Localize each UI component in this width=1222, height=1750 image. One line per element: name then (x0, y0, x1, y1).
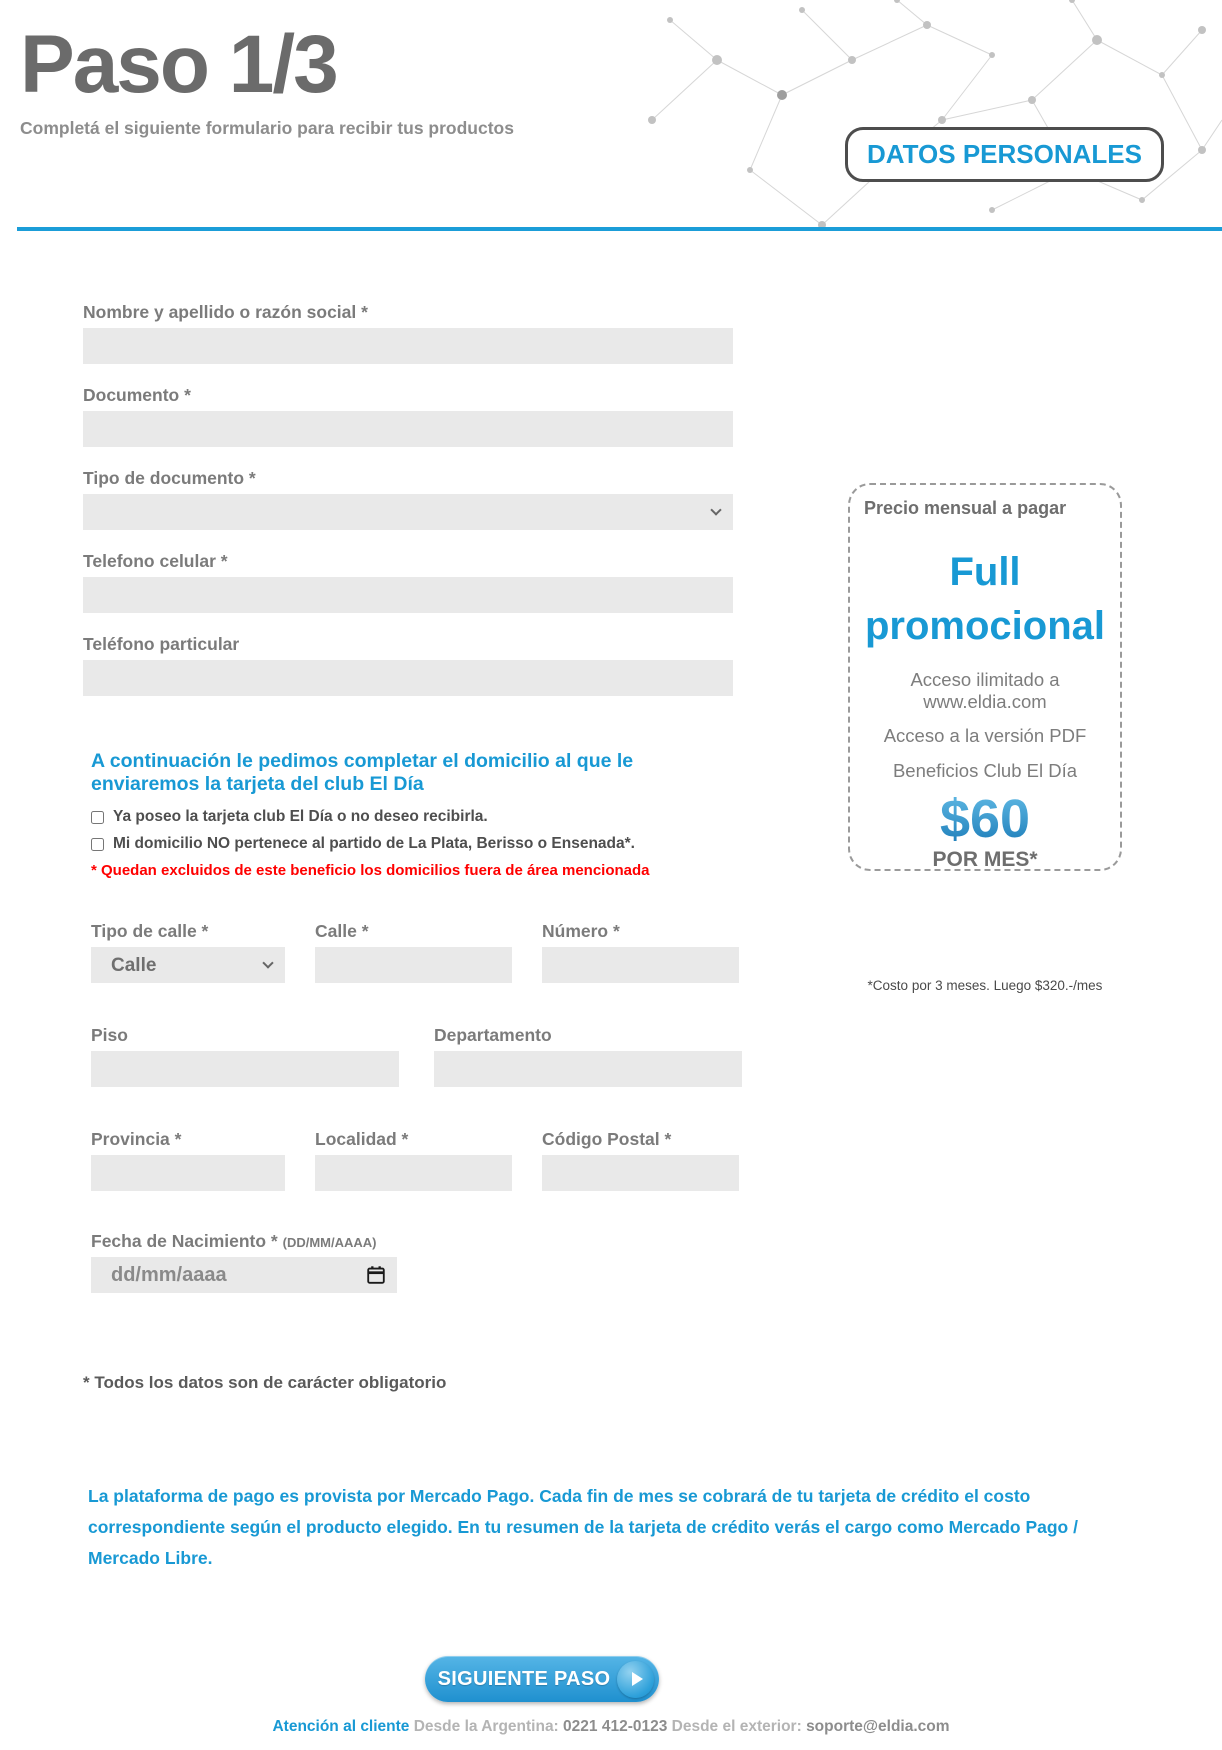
price-footnote: *Costo por 3 meses. Luego $320.-/mes (867, 978, 1103, 993)
field-nombre (83, 302, 733, 364)
siguiente-paso-label: SIGUIENTE PASO (437, 1667, 611, 1690)
page-title: Paso 1/3 (20, 19, 337, 110)
tipo-documento-label: Tipo de documento * (83, 468, 256, 488)
exclusion-warning: * Quedan excluidos de este beneficio los domicilios fuera de área mencionada (91, 862, 650, 879)
footer-phone: 0221 412-0123 (563, 1718, 668, 1736)
page-subtitle: Completá el siguiente formulario para recibir tus productos (20, 118, 514, 138)
provincia-label: Provincia * (91, 1129, 182, 1149)
tipo-calle-label: Tipo de calle * (91, 921, 209, 941)
tarjeta-checkbox-label: Ya poseo la tarjeta club El Día o no deseo recibirla. (113, 808, 488, 825)
domicilio-section (91, 750, 733, 879)
field-provincia (91, 1129, 285, 1191)
nombre-input[interactable] (83, 328, 733, 364)
field-departamento (434, 1025, 742, 1087)
codigo-postal-label: Código Postal * (542, 1129, 672, 1149)
tipo-documento-select[interactable] (83, 494, 733, 530)
required-note: * Todos los datos son de carácter obligatorio (83, 1373, 447, 1392)
piso-input[interactable] (91, 1051, 399, 1087)
telefono-particular-label: Teléfono particular (83, 634, 240, 654)
field-localidad (315, 1129, 512, 1191)
documento-label: Documento * (83, 385, 191, 405)
price-period: POR MES* (932, 847, 1038, 871)
siguiente-paso-button[interactable] (425, 1656, 659, 1702)
field-telefono-particular (83, 634, 733, 696)
tarjeta-checkbox[interactable] (91, 811, 104, 824)
section-badge: DATOS PERSONALES (845, 127, 1164, 182)
partido-checkbox-label: Mi domicilio NO pertenece al partido de La Plata, Berisso o Ensenada*. (113, 835, 635, 852)
field-piso (91, 1025, 399, 1087)
domicilio-heading: A continuación le pedimos completar el domicilio al que le enviaremos la tarjeta del club El Día (91, 750, 634, 795)
address-row-1 (91, 921, 733, 983)
address-row-2 (91, 1025, 733, 1087)
page-header (0, 0, 1222, 230)
network-decoration-graphic (642, 0, 1222, 235)
numero-label: Número * (542, 921, 620, 941)
fecha-nacimiento-label: Fecha de Nacimiento * (DD/MM/AAAA) (91, 1231, 377, 1251)
calle-label: Calle * (315, 921, 369, 941)
feature-pdf: Acceso a la versión PDF (883, 725, 1087, 747)
footer-email: soporte@eldia.com (806, 1718, 950, 1736)
calendar-icon[interactable] (365, 1264, 387, 1286)
checkbox-row-tarjeta (91, 808, 733, 826)
documento-input[interactable] (83, 411, 733, 447)
localidad-input[interactable] (315, 1155, 512, 1191)
fecha-nacimiento-input[interactable] (91, 1257, 397, 1293)
play-icon (617, 1661, 654, 1698)
footer-exterior-label: Desde el exterior: (671, 1718, 802, 1736)
payment-note: La plataforma de pago es provista por Mercado Pago. Cada fin de mes se cobrará de tu tarjeta de crédito el costo correspondiente según el producto elegido. En tu resumen de la tarjeta de crédito verás el cargo como Mercado Pago / Mercado Libre. (88, 1486, 1078, 1569)
form (83, 302, 733, 1393)
field-tipo-calle (91, 921, 285, 983)
product-name: Full promocional (864, 550, 1106, 648)
footer-attention-label: Atención al cliente (272, 1718, 410, 1736)
feature-club: Beneficios Club El Día (892, 759, 1078, 781)
numero-input[interactable] (542, 947, 739, 983)
field-codigo-postal (542, 1129, 739, 1191)
departamento-input[interactable] (434, 1051, 742, 1087)
field-telefono-celular (83, 551, 733, 613)
piso-label: Piso (91, 1025, 128, 1045)
telefono-celular-input[interactable] (83, 577, 733, 613)
calle-input[interactable] (315, 947, 512, 983)
footer (0, 1718, 1222, 1750)
nombre-label: Nombre y apellido o razón social * (83, 302, 368, 322)
partido-checkbox[interactable] (91, 838, 104, 851)
fecha-format-hint: (DD/MM/AAAA) (282, 1235, 377, 1250)
address-section (91, 921, 733, 1191)
field-calle (315, 921, 512, 983)
field-tipo-documento (83, 468, 733, 530)
localidad-label: Localidad * (315, 1129, 409, 1149)
telefono-celular-label: Telefono celular * (83, 551, 228, 571)
telefono-particular-input[interactable] (83, 660, 733, 696)
field-numero (542, 921, 739, 983)
field-fecha-nacimiento (91, 1231, 397, 1293)
price-box (848, 483, 1122, 871)
codigo-postal-input[interactable] (542, 1155, 739, 1191)
tipo-calle-select[interactable] (91, 947, 285, 983)
price-amount: $60 (850, 792, 1120, 846)
provincia-input[interactable] (91, 1155, 285, 1191)
footer-argentina-label: Desde la Argentina: (413, 1718, 559, 1736)
feature-web-access: Acceso ilimitado a www.eldia.com (910, 669, 1060, 713)
header-divider (17, 227, 1222, 231)
price-box-heading: Precio mensual a pagar (864, 498, 1067, 518)
field-documento (83, 385, 733, 447)
address-row-3 (91, 1129, 733, 1191)
checkbox-row-partido (91, 835, 733, 853)
departamento-label: Departamento (434, 1025, 552, 1045)
